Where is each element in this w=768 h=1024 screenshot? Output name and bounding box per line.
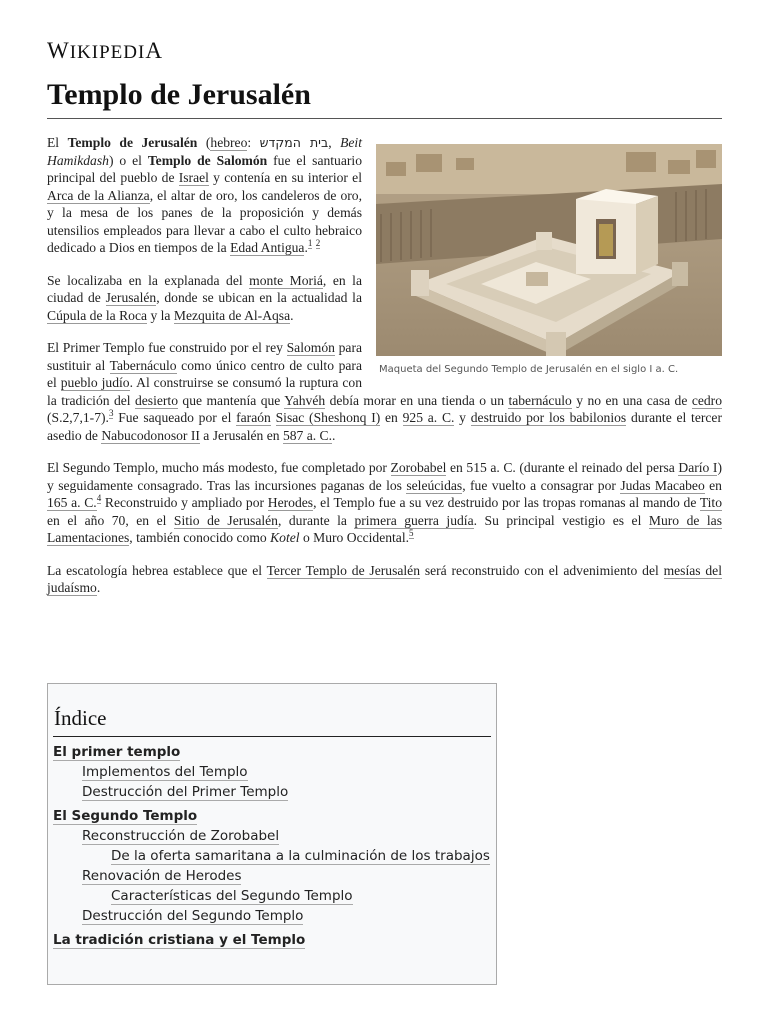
toc-divider — [53, 736, 491, 737]
link-tercer-templo[interactable]: Tercer Templo de Jerusalén — [266, 562, 421, 578]
link-primera-guerra-judia[interactable]: primera guerra judía — [354, 512, 474, 528]
wordmark-last: A — [145, 38, 163, 63]
title-divider — [47, 118, 722, 119]
toc-item-oferta-samaritana[interactable]: De la oferta samaritana a la culminación de los trabajos — [111, 848, 490, 864]
bold-term: Templo de Salomón — [147, 152, 268, 168]
article-body — [47, 134, 722, 612]
link-salomon[interactable]: Salomón — [286, 340, 335, 355]
link-destruido-babilonios[interactable]: destruido por los babilonios — [470, 410, 627, 425]
link-dario[interactable]: Darío I — [678, 460, 718, 475]
link-587-ac[interactable]: 587 a. C. — [282, 427, 333, 443]
link-faraon[interactable]: faraón — [236, 410, 271, 425]
toc-list — [53, 742, 493, 950]
link-desierto[interactable]: desierto — [134, 392, 179, 408]
link-tabernaculo[interactable]: Tabernáculo — [109, 357, 177, 373]
wordmark-first: W — [47, 38, 70, 63]
link-yahveh[interactable]: Yahvéh — [284, 392, 326, 408]
bold-term: Templo de Jerusalén — [67, 135, 198, 150]
ref-3[interactable]: 3 — [108, 408, 114, 419]
wikipedia-wordmark[interactable] — [47, 38, 163, 64]
paragraph-eschatology: La escatología hebrea establece que el Tercer Templo de Jerusalén será reconstruido con el advenimiento del mesías del judaísmo. — [47, 562, 722, 595]
link-jerusalen[interactable]: Jerusalén — [105, 290, 157, 305]
link-sitio-jerusalen[interactable]: Sitio de Jerusalén — [173, 512, 278, 528]
toc-title: Índice — [54, 706, 107, 730]
link-pueblo-judio[interactable]: pueblo judío — [60, 375, 130, 390]
italic-term: Beit Hamikdash — [47, 135, 362, 168]
paragraph-location: Se localizaba en la explanada del monte Moriá, en la ciudad de Jerusalén, donde se ubican en la actualidad la Cúpula de la Roca y la Mezquita de Al-Aqsa. — [47, 272, 362, 323]
hebrew-text: בית המקדש — [259, 135, 329, 150]
toc-item-renovacion-herodes[interactable]: Renovación de Herodes — [82, 868, 242, 884]
figure-caption: Maqueta del Segundo Templo de Jerusalén en el siglo I a. C. — [379, 364, 679, 375]
page-title: Templo de Jerusalén — [47, 78, 311, 111]
toc-item-implementos[interactable]: Implementos del Templo — [82, 764, 248, 780]
link-tabernaculo-2[interactable]: tabernáculo — [508, 392, 572, 408]
link-165-ac[interactable]: 165 a. C. — [47, 495, 97, 510]
link-nabucodonosor[interactable]: Nabucodonosor II — [101, 427, 200, 443]
paragraph-second-temple: El Segundo Templo, mucho más modesto, fue completado por Zorobabel en 515 a. C. (durante el reinado del persa Darío I) y seguidamente consagrado. Tras las incursiones paganas de los seleúcidas, fue vuelto a consagrar por Judas Macabeo en 165 a. C.$^4$ Reconstruido y ampliado por Herodes, el Templo fue a su vez destruido por las tropas romanas al mando de Tito en el año 70, en el Sitio de Jerusalén, durante la primera guerra judía. Su principal vestigio es el Muro de las Lamentaciones, también conocido como Kotel o Muro Occidental.$^5$ — [47, 460, 723, 545]
toc-item-primer-templo[interactable]: El primer templo — [53, 744, 181, 760]
link-israel[interactable]: Israel — [178, 170, 209, 185]
link-925-ac[interactable]: 925 a. C. — [402, 410, 455, 425]
toc-item-tradicion-cristiana[interactable]: La tradición cristiana y el Templo — [53, 932, 306, 948]
temple-model-image[interactable] — [376, 144, 722, 356]
article-figure — [376, 144, 722, 377]
link-monte-moria[interactable]: monte Moriá — [249, 272, 323, 288]
toc-item-reconstruccion-zorobabel[interactable]: Reconstrucción de Zorobabel — [82, 828, 280, 844]
link-mezquita-al-aqsa[interactable]: Mezquita de Al-Aqsa — [173, 307, 291, 323]
toc-item-destruccion-segundo[interactable]: Destrucción del Segundo Templo — [82, 908, 304, 924]
paragraph-intro: El Templo de Jerusalén (hebreo: בית המקדש, Beit Hamikdash) o el Templo de Salomón fue el santuario principal del pueblo de Israel y contenía en su interior el Arca de la Alianza, el altar de oro, los candeleros de oro, y la mesa de los panes de la proposición y demás utensilios empleados para llevar a cabo el culto hebraico dedicado a Dios en tiempos de la Edad Antigua.$^1$ $^2$ — [47, 135, 363, 255]
ref-1[interactable]: 1 — [307, 238, 313, 249]
toc-item-caracteristicas[interactable]: Características del Segundo Templo — [111, 888, 353, 904]
wordmark-rest: IKIPEDI — [69, 42, 146, 63]
toc-item-destruccion-primer[interactable]: Destrucción del Primer Templo — [82, 784, 289, 800]
italic-term: Kotel — [270, 530, 300, 545]
ref-4[interactable]: 4 — [96, 493, 102, 504]
link-herodes[interactable]: Herodes — [267, 495, 314, 510]
ref-5[interactable]: 5 — [409, 528, 414, 539]
link-tito[interactable]: Tito — [699, 495, 723, 510]
table-of-contents — [47, 683, 497, 985]
ref-2[interactable]: 2 — [315, 238, 321, 249]
link-judas-macabeo[interactable]: Judas Macabeo — [620, 477, 705, 493]
link-zorobabel[interactable]: Zorobabel — [390, 460, 447, 475]
link-sisac[interactable]: Sisac (Sheshonq I) — [275, 410, 381, 425]
paragraph-first-temple: El Primer Templo fue construido por el rey Salomón para sustituir al Tabernáculo como único centro de culto para el pueblo judío. Al construirse se consumó la ruptura con la tradición del desierto que mantenía que Yahvéh debía morar en una tienda o un tabernáculo y no en una casa de cedro (S.2,7,1-7).$^3$ Fue saqueado por el faraón Sisac (Sheshonq I) en 925 a. C. y destruido por los babilonios durante el tercer asedio de Nabucodonosor II a Jerusalén en 587 a. C.. — [47, 340, 723, 443]
link-cedro[interactable]: cedro — [691, 392, 723, 408]
link-arca-alianza[interactable]: Arca de la Alianza — [47, 187, 150, 203]
link-edad-antigua[interactable]: Edad Antigua — [230, 240, 305, 255]
link-hebreo[interactable]: hebreo — [210, 135, 248, 150]
toc-item-segundo-templo[interactable]: El Segundo Templo — [53, 808, 198, 824]
link-muro-lamentaciones[interactable]: Muro de las Lamentaciones — [47, 512, 722, 545]
link-mesias-judaismo[interactable]: mesías del judaísmo — [47, 562, 722, 595]
link-cupula-roca[interactable]: Cúpula de la Roca — [47, 307, 148, 323]
link-seleucidas[interactable]: seleúcidas — [406, 477, 463, 493]
